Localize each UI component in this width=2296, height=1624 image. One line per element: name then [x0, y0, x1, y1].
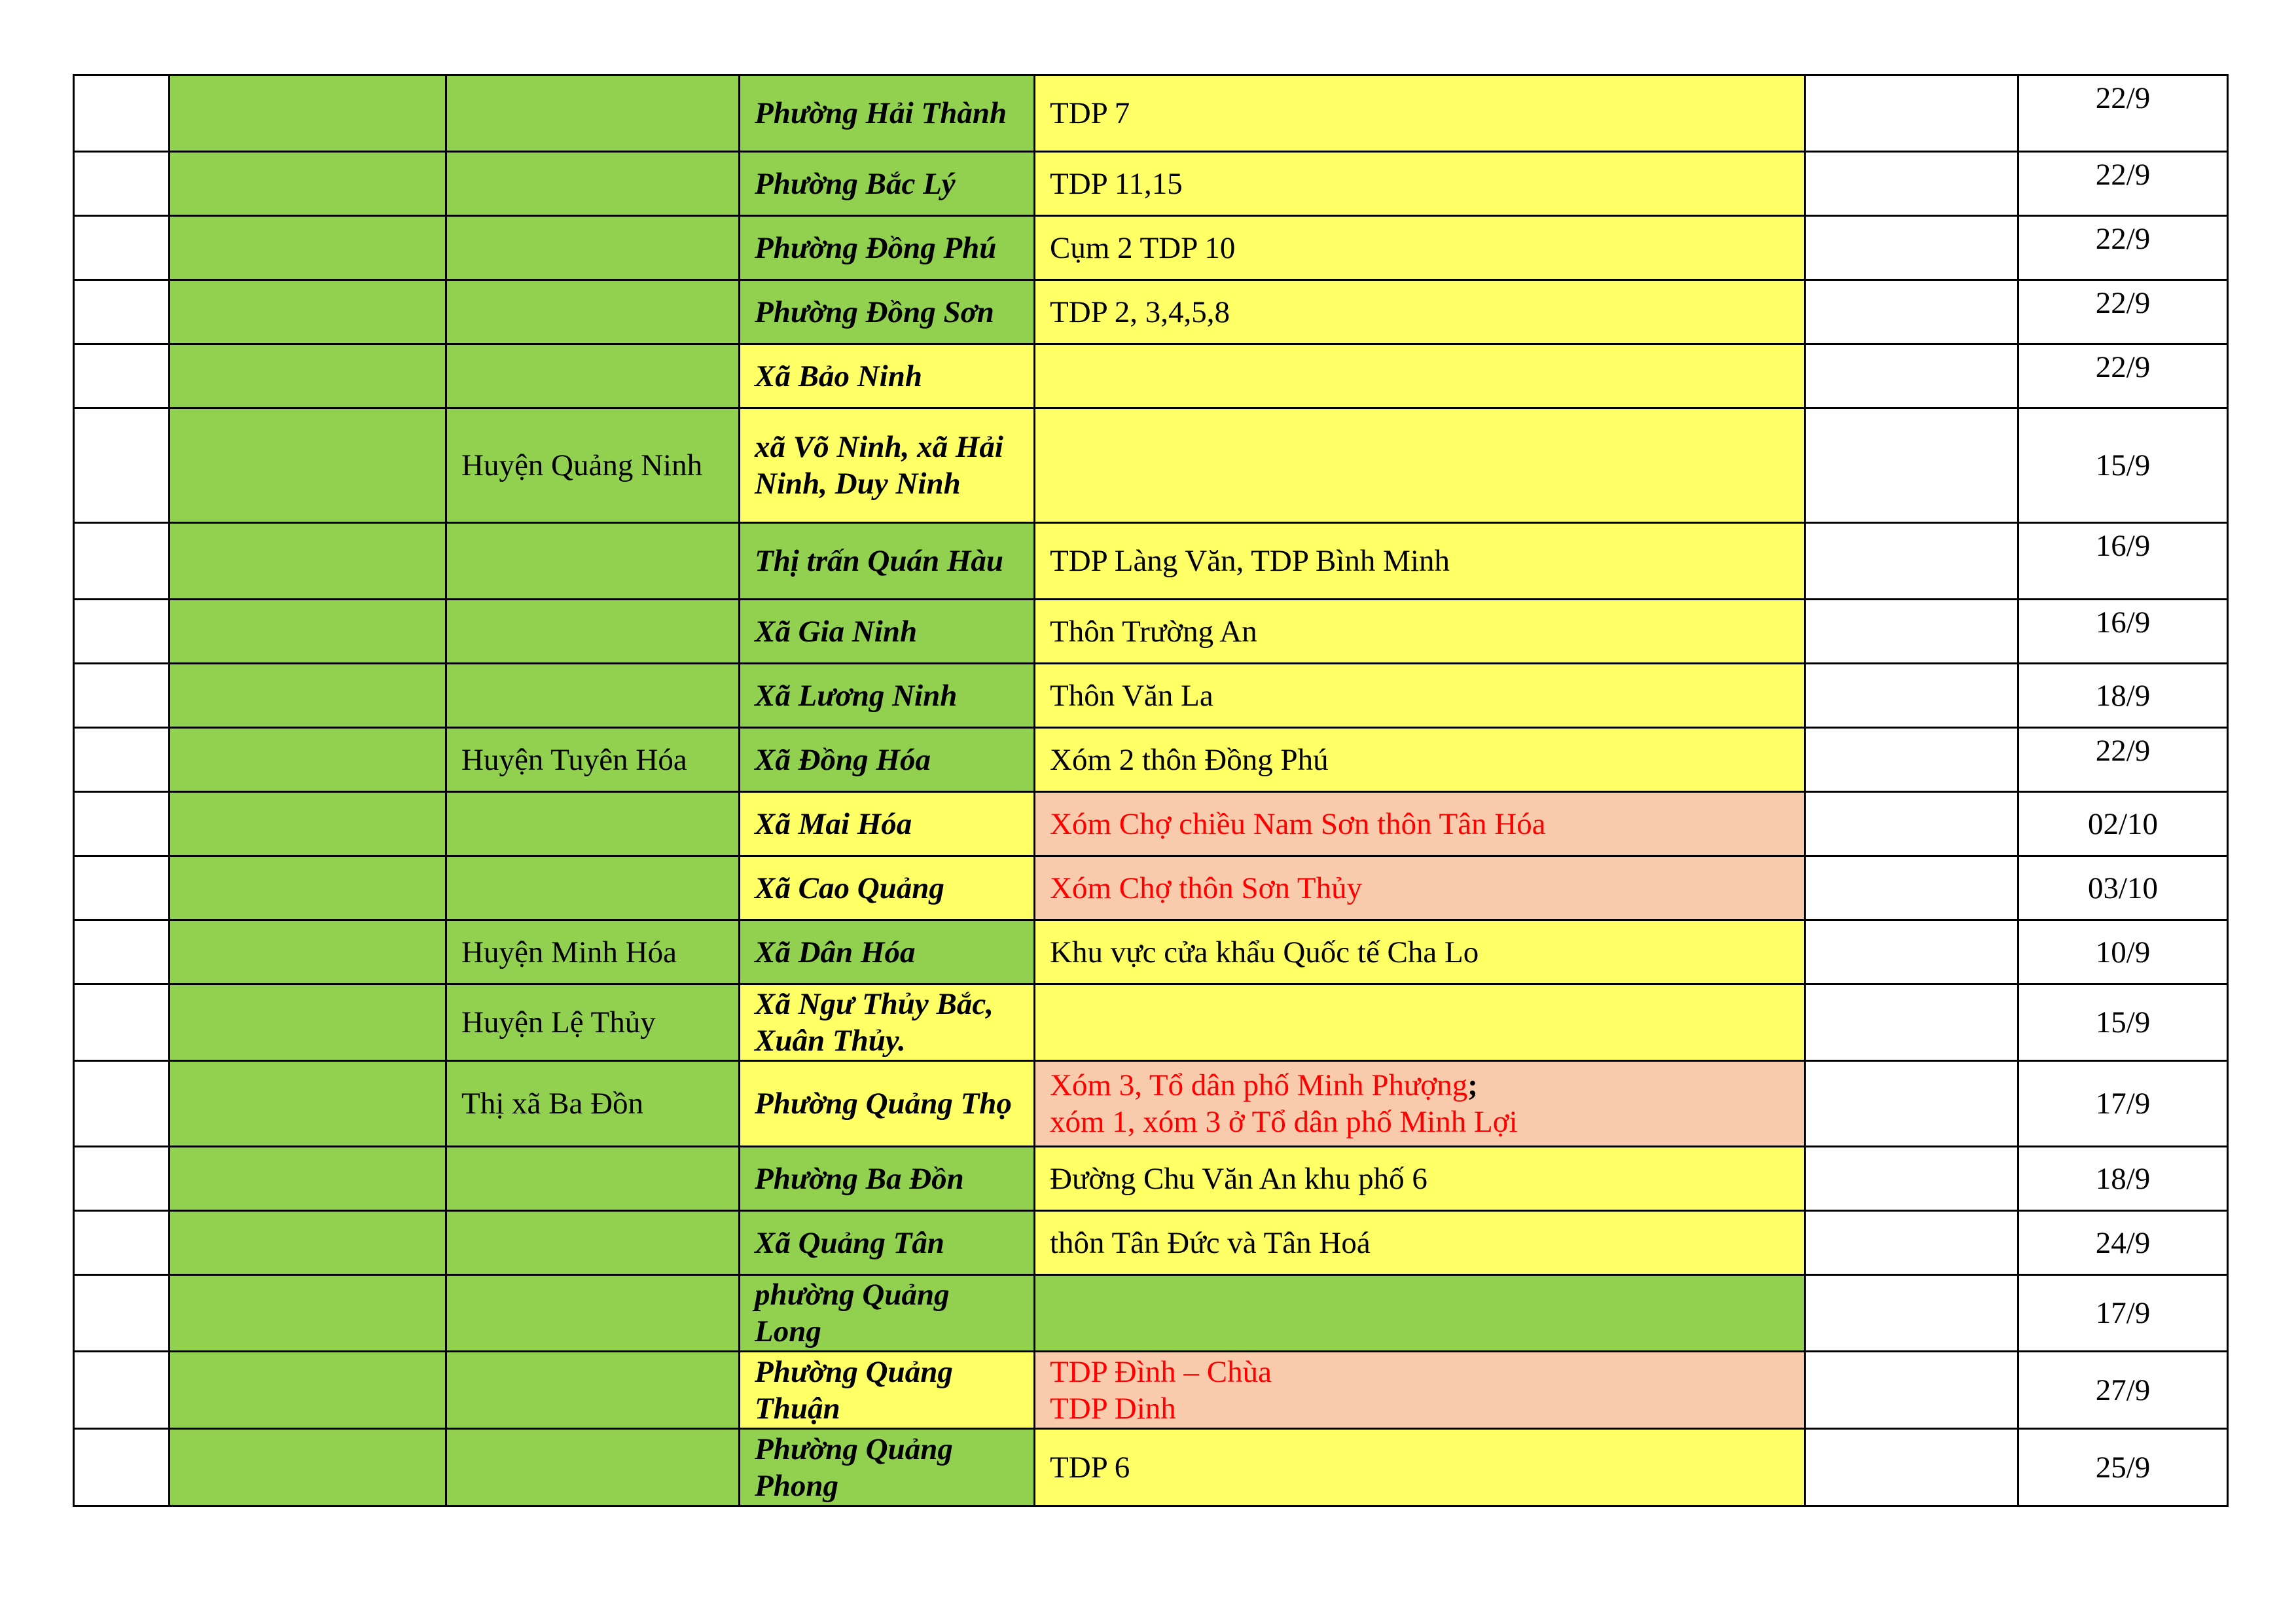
index-cell [74, 600, 170, 664]
date-cell: 15/9 [2018, 408, 2228, 523]
date-cell: 17/9 [2018, 1061, 2228, 1147]
area-cell: TDP 11,15 [1035, 152, 1805, 216]
index-cell [74, 216, 170, 280]
index-cell [74, 523, 170, 600]
date-cell: 22/9 [2018, 280, 2228, 344]
province-cell [170, 1275, 446, 1352]
index-cell [74, 856, 170, 920]
date-cell: 16/9 [2018, 600, 2228, 664]
area-line-2: xóm 1, xóm 3 ở Tổ dân phố Minh Lợi [1050, 1105, 1518, 1139]
area-separator: ; [1467, 1068, 1478, 1102]
note-cell [1805, 216, 2018, 280]
district-cell: Huyện Tuyên Hóa [446, 728, 740, 792]
index-cell [74, 920, 170, 984]
area-cell: thôn Tân Đức và Tân Hoá [1035, 1211, 1805, 1275]
table-row [74, 216, 2228, 280]
province-cell [170, 152, 446, 216]
area-cell [1035, 1352, 1805, 1429]
note-cell [1805, 1275, 2018, 1352]
index-cell [74, 1061, 170, 1147]
province-cell [170, 1211, 446, 1275]
commune-cell: Phường Quảng Thọ [740, 1061, 1035, 1147]
table-row [74, 1275, 2228, 1352]
index-cell [74, 280, 170, 344]
province-cell [170, 984, 446, 1061]
index-cell [74, 664, 170, 728]
date-cell: 02/10 [2018, 792, 2228, 856]
district-cell [446, 216, 740, 280]
date-cell: 16/9 [2018, 523, 2228, 600]
table-row [74, 856, 2228, 920]
district-cell [446, 1147, 740, 1211]
province-cell [170, 728, 446, 792]
province-cell [170, 1147, 446, 1211]
table-row [74, 728, 2228, 792]
district-cell [446, 1429, 740, 1506]
commune-cell: Xã Quảng Tân [740, 1211, 1035, 1275]
table-row [74, 152, 2228, 216]
area-cell: Thôn Trường An [1035, 600, 1805, 664]
commune-cell: Xã Cao Quảng [740, 856, 1035, 920]
province-cell [170, 1061, 446, 1147]
note-cell [1805, 984, 2018, 1061]
commune-cell: Phường Quảng Phong [740, 1429, 1035, 1506]
table-row [74, 1352, 2228, 1429]
table-row [74, 1061, 2228, 1147]
note-cell [1805, 1211, 2018, 1275]
province-cell [170, 920, 446, 984]
note-cell [1805, 1352, 2018, 1429]
area-line-2: TDP Dinh [1050, 1391, 1176, 1426]
commune-cell: Xã Bảo Ninh [740, 344, 1035, 408]
district-cell [446, 1275, 740, 1352]
area-cell: TDP Làng Văn, TDP Bình Minh [1035, 523, 1805, 600]
district-cell: Thị xã Ba Đồn [446, 1061, 740, 1147]
index-cell [74, 75, 170, 152]
index-cell [74, 1211, 170, 1275]
date-cell: 22/9 [2018, 152, 2228, 216]
district-cell [446, 792, 740, 856]
note-cell [1805, 1147, 2018, 1211]
area-cell: TDP 2, 3,4,5,8 [1035, 280, 1805, 344]
district-cell: Huyện Minh Hóa [446, 920, 740, 984]
note-cell [1805, 600, 2018, 664]
note-cell [1805, 344, 2018, 408]
note-cell [1805, 728, 2018, 792]
index-cell [74, 1147, 170, 1211]
province-cell [170, 280, 446, 344]
index-cell [74, 344, 170, 408]
area-cell [1035, 344, 1805, 408]
note-cell [1805, 664, 2018, 728]
commune-cell: Phường Bắc Lý [740, 152, 1035, 216]
area-cell: TDP 6 [1035, 1429, 1805, 1506]
date-cell: 24/9 [2018, 1211, 2228, 1275]
note-cell [1805, 856, 2018, 920]
area-cell [1035, 1061, 1805, 1147]
district-cell [446, 152, 740, 216]
date-cell: 15/9 [2018, 984, 2228, 1061]
district-cell [446, 280, 740, 344]
area-cell: Thôn Văn La [1035, 664, 1805, 728]
province-cell [170, 408, 446, 523]
commune-cell: Phường Đồng Sơn [740, 280, 1035, 344]
date-cell: 22/9 [2018, 75, 2228, 152]
date-cell: 27/9 [2018, 1352, 2228, 1429]
table-row [74, 792, 2228, 856]
date-cell: 22/9 [2018, 216, 2228, 280]
commune-cell: Thị trấn Quán Hàu [740, 523, 1035, 600]
commune-cell: Xã Đồng Hóa [740, 728, 1035, 792]
province-cell [170, 600, 446, 664]
area-cell: Xóm 2 thôn Đồng Phú [1035, 728, 1805, 792]
district-cell [446, 344, 740, 408]
date-cell: 22/9 [2018, 728, 2228, 792]
commune-cell: Xã Lương Ninh [740, 664, 1035, 728]
index-cell [74, 1429, 170, 1506]
note-cell [1805, 75, 2018, 152]
district-cell [446, 664, 740, 728]
district-cell [446, 856, 740, 920]
commune-cell: Phường Đồng Phú [740, 216, 1035, 280]
commune-cell: Xã Gia Ninh [740, 600, 1035, 664]
table-row [74, 280, 2228, 344]
table-row [74, 664, 2228, 728]
document-table [73, 74, 2229, 1507]
area-cell [1035, 984, 1805, 1061]
district-cell [446, 75, 740, 152]
province-cell [170, 664, 446, 728]
note-cell [1805, 280, 2018, 344]
province-cell [170, 1429, 446, 1506]
note-cell [1805, 152, 2018, 216]
commune-cell: Phường Quảng Thuận [740, 1352, 1035, 1429]
note-cell [1805, 1429, 2018, 1506]
table-row [74, 344, 2228, 408]
district-cell: Huyện Lệ Thủy [446, 984, 740, 1061]
area-line-1: Xóm 3, Tổ dân phố Minh Phượng [1050, 1068, 1468, 1102]
commune-cell: Phường Hải Thành [740, 75, 1035, 152]
date-cell: 18/9 [2018, 664, 2228, 728]
date-cell: 03/10 [2018, 856, 2228, 920]
district-cell [446, 1211, 740, 1275]
area-cell: TDP 7 [1035, 75, 1805, 152]
province-cell [170, 216, 446, 280]
table-row [74, 75, 2228, 152]
area-cell [1035, 408, 1805, 523]
table-row [74, 984, 2228, 1061]
index-cell [74, 1275, 170, 1352]
table-row [74, 1147, 2228, 1211]
table-row [74, 523, 2228, 600]
date-cell: 10/9 [2018, 920, 2228, 984]
province-cell [170, 523, 446, 600]
commune-cell: Xã Mai Hóa [740, 792, 1035, 856]
area-cell [1035, 1275, 1805, 1352]
district-cell: Huyện Quảng Ninh [446, 408, 740, 523]
province-cell [170, 856, 446, 920]
index-cell [74, 984, 170, 1061]
province-cell [170, 1352, 446, 1429]
note-cell [1805, 408, 2018, 523]
table-body [74, 75, 2228, 1506]
area-cell: Xóm Chợ chiều Nam Sơn thôn Tân Hóa [1035, 792, 1805, 856]
commune-cell: Xã Ngư Thủy Bắc, Xuân Thủy. [740, 984, 1035, 1061]
table-row [74, 1429, 2228, 1506]
index-cell [74, 152, 170, 216]
commune-cell: phường Quảng Long [740, 1275, 1035, 1352]
note-cell [1805, 1061, 2018, 1147]
district-cell [446, 523, 740, 600]
index-cell [74, 792, 170, 856]
date-cell: 25/9 [2018, 1429, 2228, 1506]
district-cell [446, 600, 740, 664]
note-cell [1805, 920, 2018, 984]
district-cell [446, 1352, 740, 1429]
date-cell: 18/9 [2018, 1147, 2228, 1211]
note-cell [1805, 792, 2018, 856]
table-row [74, 920, 2228, 984]
table-row [74, 1211, 2228, 1275]
date-cell: 17/9 [2018, 1275, 2228, 1352]
commune-cell: Phường Ba Đồn [740, 1147, 1035, 1211]
index-cell [74, 1352, 170, 1429]
area-cell: Khu vực cửa khẩu Quốc tế Cha Lo [1035, 920, 1805, 984]
date-cell: 22/9 [2018, 344, 2228, 408]
area-line-1: TDP Đình – Chùa [1050, 1354, 1272, 1389]
province-cell [170, 75, 446, 152]
table-row [74, 408, 2228, 523]
index-cell [74, 728, 170, 792]
table-row [74, 600, 2228, 664]
commune-cell: xã Võ Ninh, xã Hải Ninh, Duy Ninh [740, 408, 1035, 523]
province-cell [170, 344, 446, 408]
province-cell [170, 792, 446, 856]
note-cell [1805, 523, 2018, 600]
index-cell [74, 408, 170, 523]
area-cell: Xóm Chợ thôn Sơn Thủy [1035, 856, 1805, 920]
commune-cell: Xã Dân Hóa [740, 920, 1035, 984]
area-cell: Đường Chu Văn An khu phố 6 [1035, 1147, 1805, 1211]
area-cell: Cụm 2 TDP 10 [1035, 216, 1805, 280]
